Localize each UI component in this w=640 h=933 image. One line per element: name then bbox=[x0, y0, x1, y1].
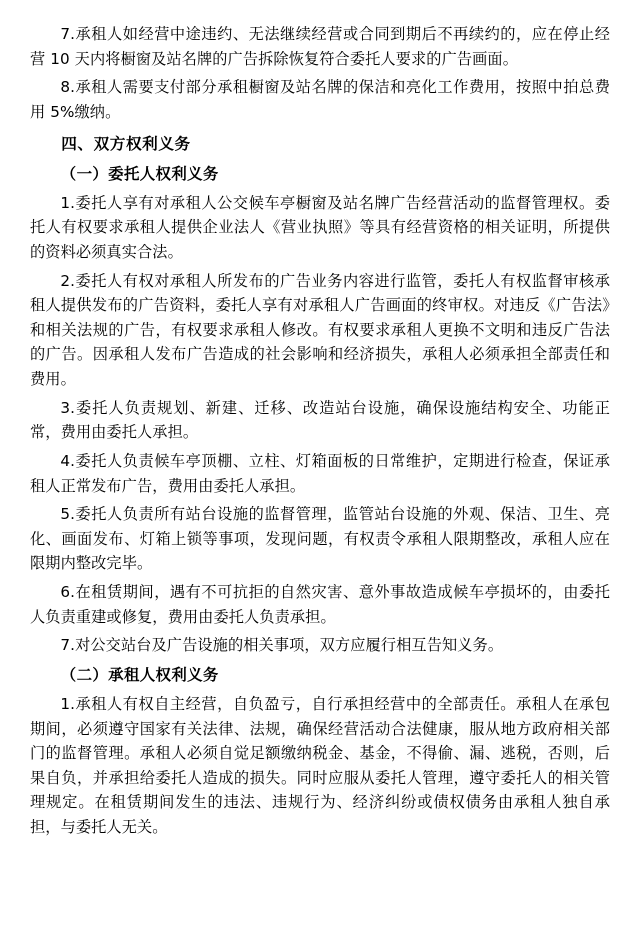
entrustor-clause-6: 6.在租赁期间，遇有不可抗拒的自然灾害、意外事故造成候车亭损坏的，由委托人负责重建或修复，费用由委托人负责承担。 bbox=[30, 583, 610, 626]
subsection-heading-one: （一）委托人权利义务 bbox=[60, 164, 219, 183]
lessee-clause-1: 1.承租人有权自主经营，自负盈亏，自行承担经营中的全部责任。承租人在承包期间，必须遵守国家有关法律、法规，确保经营活动合法健康，服从地方政府相关部门的监督管理。承租人必须自觉足额缴纳税金、基金，不得偷、漏、逃税，否则，后果自负，并承担给委托人造成的损失。同时应服从委托人管理，遵守委托人的相关管理规定。在租赁期间发生的违法、违规行为、经济纠纷或债权债务由承租人独自承担，与委托人无关。 bbox=[30, 694, 610, 837]
entrustor-clause-4: 4.委托人负责候车亭顶棚、立柱、灯箱面板的日常维护，定期进行检查，保证承租人正常发布广告，费用由委托人承担。 bbox=[30, 451, 610, 495]
entrustor-clause-5: 5.委托人负责所有站台设施的监督管理，监管站台设施的外观、保洁、卫生、亮化、画面发布、灯箱上锁等事项，发现问题，有权责令承租人限期整改，承租人应在限期内整改完毕。 bbox=[30, 505, 610, 573]
entrustor-clause-1: 1.委托人享有对承租人公交候车亭橱窗及站名牌广告经营活动的监督管理权。委托人有权要求承租人提供企业法人《营业执照》等具有经营资格的相关证明，所提供的资料必须真实合法。 bbox=[30, 193, 610, 261]
entrustor-clause-3: 3.委托人负责规划、新建、迁移、改造站台设施，确保设施结构安全、功能正常，费用由委托人承担。 bbox=[30, 398, 610, 442]
entrustor-clause-7: 7.对公交站台及广告设施的相关事项，双方应履行相互告知义务。 bbox=[60, 636, 504, 655]
document-body bbox=[30, 22, 610, 840]
entrustor-clause-2: 2.委托人有权对承租人所发布的广告业务内容进行监管，委托人有权监督审核承租人提供发布的广告资料，委托人享有对承租人广告画面的终审权。对违反《广告法》和相关法规的广告，有权要求承租人修改。有权要求承租人更换不文明和违反广告法的广告。因承租人发布广告造成的社会影响和经济损失，承租人必须承担全部责任和费用。 bbox=[30, 271, 610, 389]
clause-7-top: 7.承租人如经营中途违约、无法继续经营或合同到期后不再续约的，应在停止经营 10 天内将橱窗及站名牌的广告拆除恢复符合委托人要求的广告画面。 bbox=[30, 25, 610, 68]
subsection-heading-two: （二）承租人权利义务 bbox=[60, 665, 219, 684]
clause-8-top: 8.承租人需要支付部分承租橱窗及站名牌的保洁和亮化工作费用，按照中拍总费用 5%缴纳。 bbox=[30, 78, 610, 121]
section-heading-four: 四、双方权利义务 bbox=[61, 134, 191, 153]
